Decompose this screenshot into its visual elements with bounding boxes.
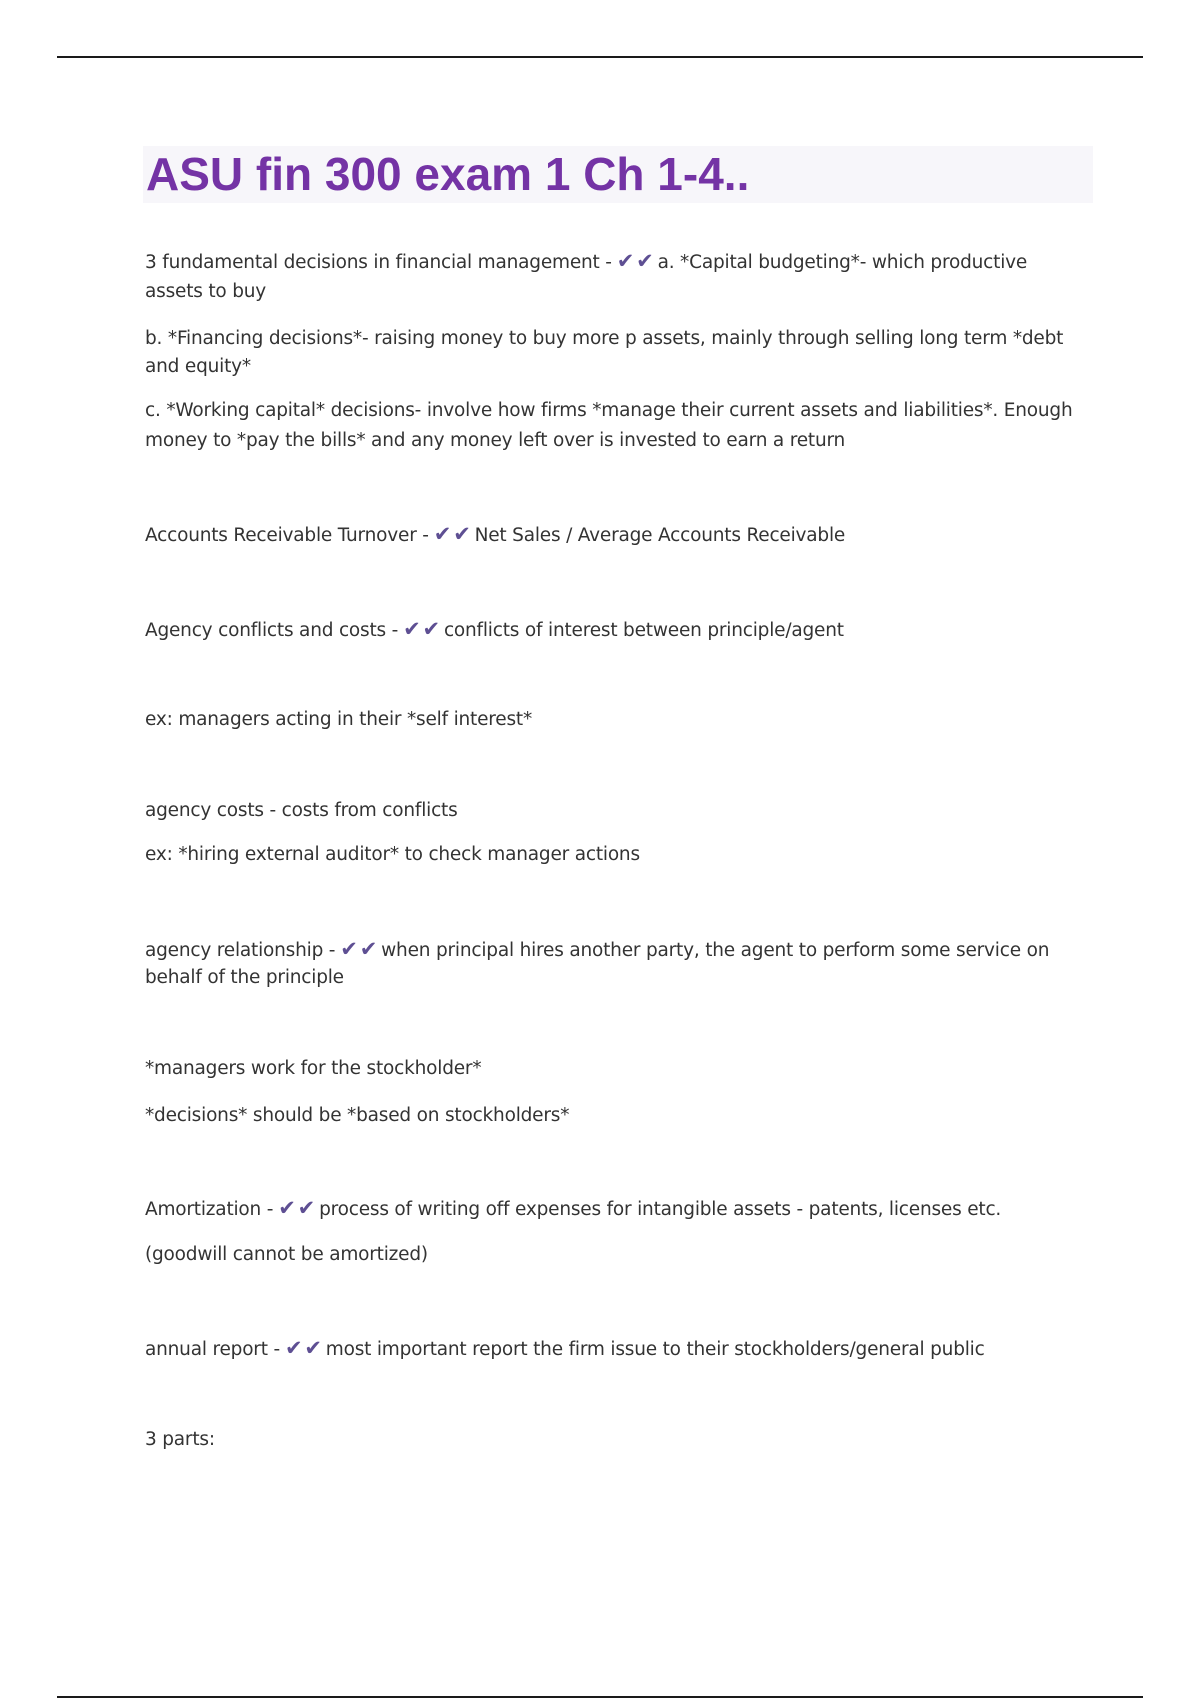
entry-term: Accounts Receivable Turnover - — [145, 525, 429, 546]
entry-term: Agency conflicts and costs - — [145, 620, 399, 641]
double-check-icon: ✔✔ — [403, 617, 440, 641]
entry-definition: process of writing off expenses for intangible assets - patents, licenses etc. — [319, 1199, 1002, 1220]
entry-continuation: and equity* — [145, 356, 251, 377]
entry-term: agency relationship - — [145, 940, 336, 961]
bottom-rule — [57, 1696, 1143, 1698]
double-check-icon: ✔✔ — [433, 522, 471, 546]
entry-definition: when principal hires another party, the agent to perform some service on — [381, 940, 1050, 961]
entry-self-interest: ex: managers acting in their *self interest* — [145, 709, 532, 730]
entry-continuation: money to *pay the bills* and any money left over is invested to earn a return — [145, 430, 846, 451]
double-check-icon: ✔✔ — [340, 937, 378, 961]
entry-capital-budgeting — [145, 247, 1075, 277]
entry-definition: most important report the firm issue to their stockholders/general public — [325, 1339, 985, 1360]
entry-amortization — [145, 1194, 1075, 1224]
entry-term: Amortization - — [145, 1199, 274, 1220]
entry-annual-report — [145, 1334, 1075, 1364]
entry-continuation: behalf of the principle — [145, 967, 344, 988]
double-check-icon: ✔✔ — [284, 1336, 322, 1360]
entry-goodwill: (goodwill cannot be amortized) — [145, 1244, 428, 1265]
entry-financing-decisions: b. *Financing decisions*- raising money to buy more p assets, mainly through selling long term *debt — [145, 328, 1064, 349]
entry-definition: conflicts of interest between principle/agent — [443, 620, 844, 641]
entry-agency-conflicts — [145, 615, 1075, 645]
entry-definition: a. *Capital budgeting*- which productive — [657, 252, 1028, 273]
document-title: ASU fin 300 exam 1 Ch 1-4.. — [146, 148, 750, 200]
entry-ar-turnover — [145, 520, 1075, 550]
entry-working-capital: c. *Working capital* decisions- involve how firms *manage their current assets and liabilities*. Enough — [145, 400, 1073, 421]
entry-term: annual report - — [145, 1339, 280, 1360]
entry-managers-work: *managers work for the stockholder* — [145, 1058, 482, 1079]
double-check-icon: ✔✔ — [616, 249, 654, 273]
entry-continuation: assets to buy — [145, 281, 267, 302]
entry-three-parts: 3 parts: — [145, 1429, 215, 1450]
entry-definition: Net Sales / Average Accounts Receivable — [474, 525, 846, 546]
entry-term: 3 fundamental decisions in financial management - — [145, 252, 612, 273]
entry-external-auditor: ex: *hiring external auditor* to check manager actions — [145, 844, 640, 865]
entry-agency-costs: agency costs - costs from conflicts — [145, 800, 458, 821]
double-check-icon: ✔✔ — [278, 1196, 316, 1220]
top-rule — [57, 56, 1143, 58]
entry-decisions: *decisions* should be *based on stockholders* — [145, 1105, 570, 1126]
entry-agency-relationship — [145, 935, 1075, 965]
